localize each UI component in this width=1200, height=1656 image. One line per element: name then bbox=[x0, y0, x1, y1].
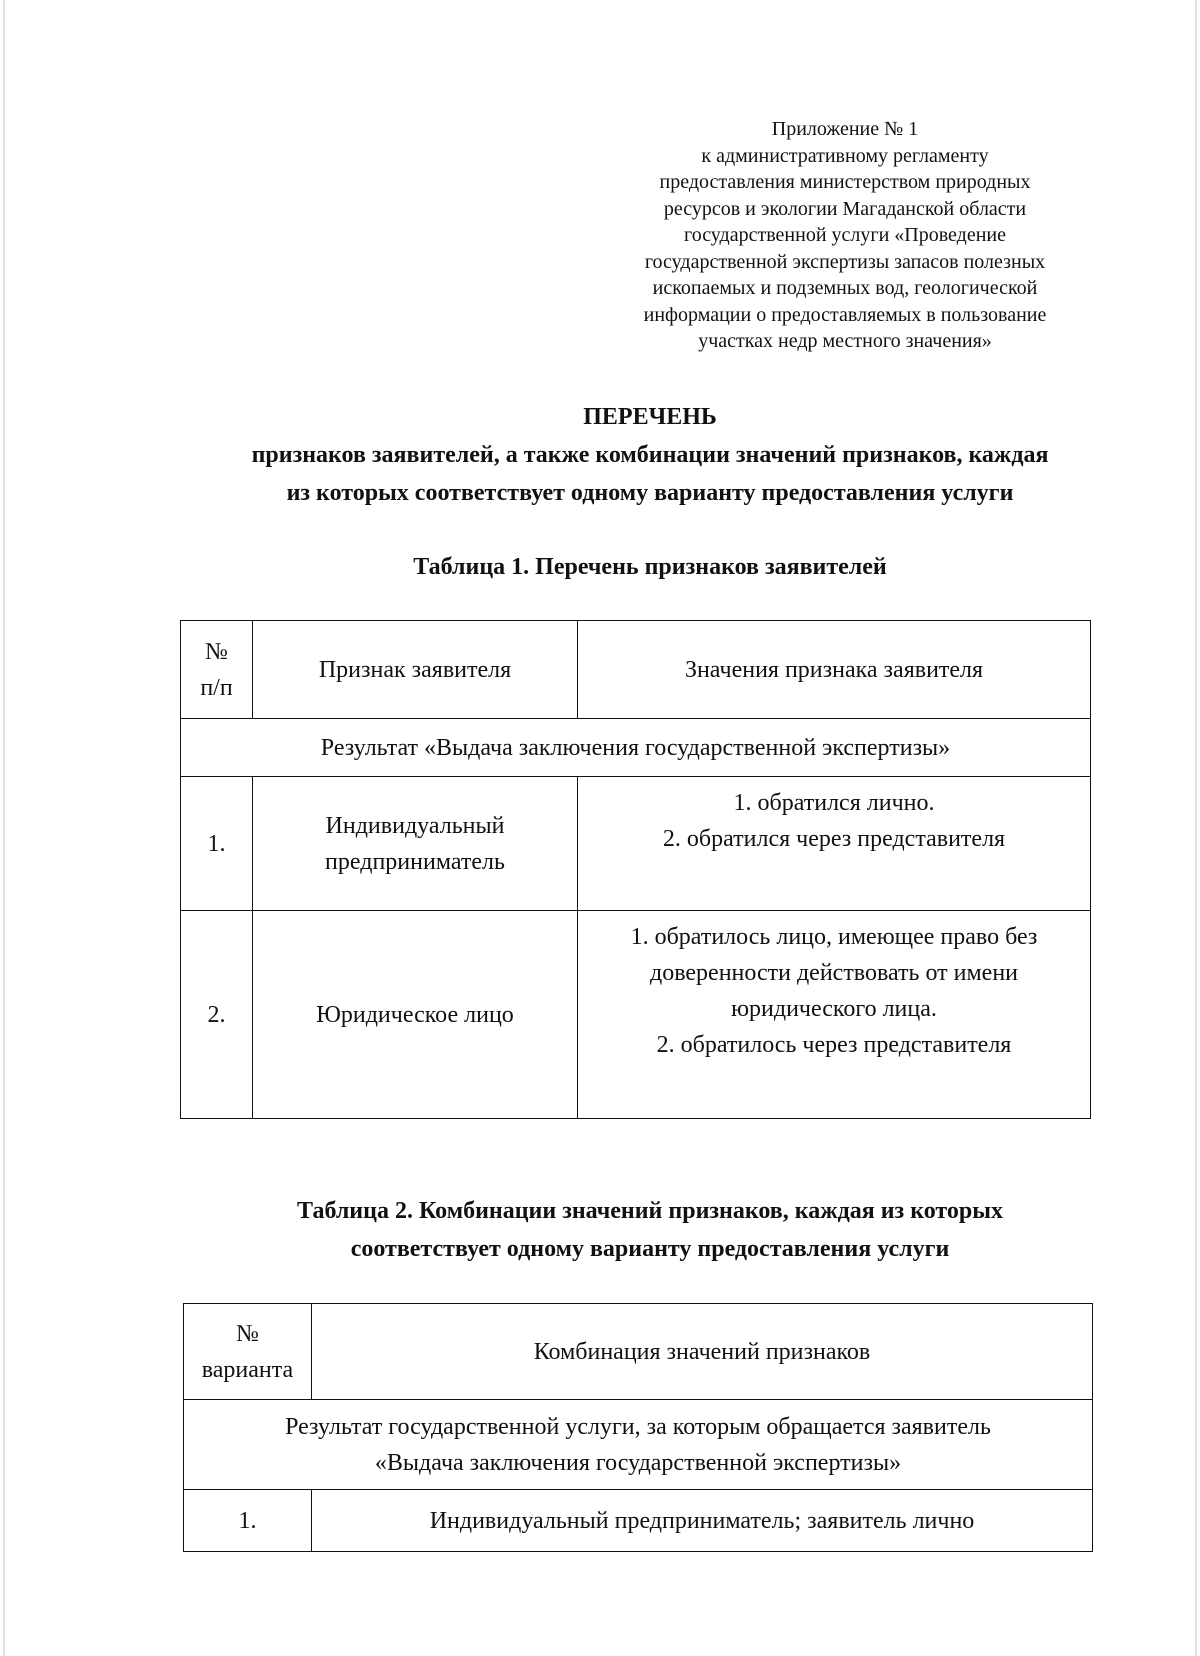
table2-caption-line: Таблица 2. Комбинации значений признаков, каждая из которых bbox=[297, 1198, 1003, 1224]
table1-row1-num: 1. bbox=[181, 777, 253, 911]
table2-header-row bbox=[184, 1304, 1093, 1400]
document-subtitle-line: признаков заявителей, а также комбинации значений признаков, каждая bbox=[251, 442, 1049, 468]
document-title: ПЕРЕЧЕНЬ bbox=[583, 404, 717, 430]
appendix-line: информации о предоставляемых в пользование bbox=[643, 303, 1047, 326]
table1-row2-attribute: Юридическое лицо bbox=[253, 911, 578, 1119]
table2-header-combination: Комбинация значений признаков bbox=[312, 1304, 1093, 1400]
table1-section-label: Результат «Выдача заключения государственной экспертизы» bbox=[181, 719, 1091, 777]
table1-row2-num: 2. bbox=[181, 911, 253, 1119]
table-row bbox=[181, 911, 1091, 1119]
table1-row2-values: 1. обратилось лицо, имеющее право без доверенности действовать от имени юридического лица. 2. обратилось через представителя bbox=[578, 911, 1091, 1119]
table1-caption bbox=[150, 548, 1150, 586]
appendix-line: ископаемых и подземных вод, геологической bbox=[652, 277, 1038, 299]
table2 bbox=[183, 1303, 1093, 1552]
table2-caption-line: соответствует одному варианту предоставления услуги bbox=[350, 1236, 950, 1262]
scan-edge-right bbox=[1195, 0, 1197, 1656]
appendix-line: Приложение № 1 bbox=[771, 118, 919, 140]
table2-section-label: Результат государственной услуги, за которым обращается заявитель «Выдача заключения государственной экспертизы» bbox=[184, 1400, 1093, 1490]
appendix-line: предоставления министерством природных bbox=[659, 171, 1031, 193]
table1-row1-values: 1. обратился лично. 2. обратился через представителя bbox=[578, 777, 1091, 911]
table1-header-attribute: Признак заявителя bbox=[253, 621, 578, 719]
document-heading bbox=[150, 398, 1150, 512]
table1 bbox=[180, 620, 1091, 1119]
table1-row1-attribute: Индивидуальный предприниматель bbox=[253, 777, 578, 911]
appendix-line: государственной экспертизы запасов полезных bbox=[644, 250, 1046, 273]
document-subtitle-line: из которых соответствует одному варианту предоставления услуги bbox=[286, 480, 1014, 506]
appendix-line: государственной услуги «Проведение bbox=[683, 224, 1007, 246]
scan-edge-left bbox=[3, 0, 5, 1656]
appendix-block bbox=[600, 116, 1090, 355]
appendix-line: участках недр местного значения» bbox=[698, 330, 992, 352]
table1-header-row bbox=[181, 621, 1091, 719]
table2-row1-combination: Индивидуальный предприниматель; заявитель лично bbox=[312, 1490, 1093, 1552]
table1-section-row bbox=[181, 719, 1091, 777]
appendix-line: к административному регламенту bbox=[701, 144, 989, 167]
table-row bbox=[184, 1490, 1093, 1552]
appendix-line: ресурсов и экологии Магаданской области bbox=[663, 197, 1027, 220]
table1-header-values: Значения признака заявителя bbox=[578, 621, 1091, 719]
table2-section-row bbox=[184, 1400, 1093, 1490]
table-row bbox=[181, 777, 1091, 911]
table2-caption bbox=[150, 1192, 1150, 1268]
table2-header-num: № варианта bbox=[184, 1304, 312, 1400]
table1-header-num: № п/п bbox=[181, 621, 253, 719]
table1-caption-text: Таблица 1. Перечень признаков заявителей bbox=[413, 554, 887, 580]
table2-row1-num: 1. bbox=[184, 1490, 312, 1552]
